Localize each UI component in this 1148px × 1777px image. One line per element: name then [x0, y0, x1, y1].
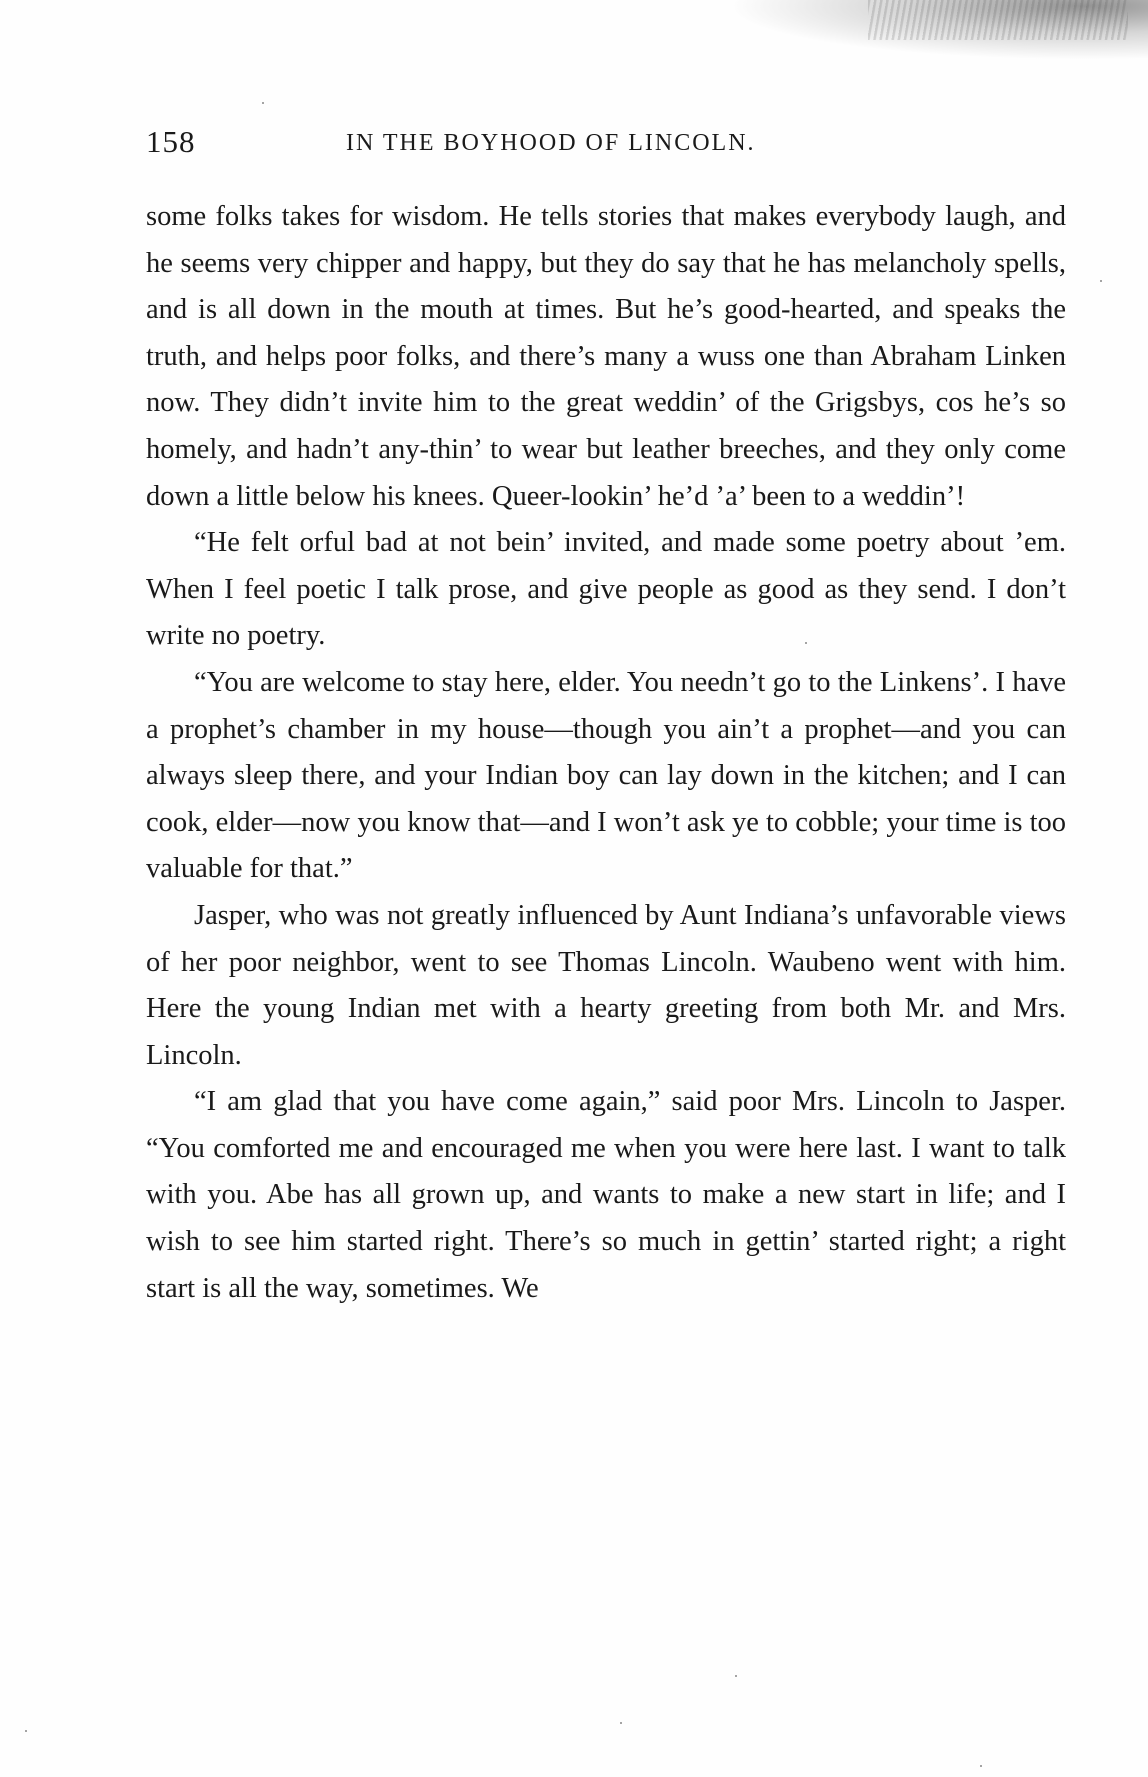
scan-speck: [980, 1765, 982, 1767]
scan-speck: [25, 1730, 27, 1732]
scan-speck: [262, 102, 264, 104]
running-head: IN THE BOYHOOD OF LINCOLN.: [346, 130, 756, 156]
scan-speck: [805, 642, 807, 644]
scan-speck: [620, 1722, 622, 1724]
body-text: [146, 194, 1066, 1312]
page-header: [146, 124, 1066, 164]
page-number: 158: [146, 124, 196, 159]
paragraph-3: “You are welcome to stay here, elder. You needn’t go to the Linkens’. I have a prophet’s chamber in my house—though you ain’t a prophet—and you can always sleep there, and your Indian boy can lay down in the kitchen; and I can cook, elder—now you know that—and I won’t ask ye to cobble; your time is too valuable for that.”: [146, 666, 1067, 885]
scan-texture: [868, 0, 1128, 40]
paragraph-1: some folks takes for wisdom. He tells stories that makes everybody laugh, and he seems very chipper and happy, but they do say that he has melancholy spells, and is all down in the mouth at times. But he’s good-hearted, and speaks the truth, and helps poor folks, and there’s many a wuss one than Abraham Linken now. They didn’t invite him to the great weddin’ of the Grigsbys, cos he’s so homely, and hadn’t any-thin’ to wear but leather breeches, and they only come down a little below his knees. Queer-lookin’ he’d ’a’ been to a weddin’!: [146, 201, 1066, 512]
paragraph-4: Jasper, who was not greatly influenced by Aunt Indiana’s unfavorable views of her poor neighbor, went to see Thomas Lincoln. Waubeno went with him. Here the young Indian met with a hearty greeting from both Mr. and Mrs. Lincoln.: [146, 899, 1066, 1071]
paragraph-2: “He felt orful bad at not bein’ invited, and made some poetry about ’em. When I feel poetic I talk prose, and give people as good as they send. I don’t write no poetry.: [146, 527, 1066, 652]
scan-speck: [1100, 280, 1102, 282]
paragraph-5: “I am glad that you have come again,” said poor Mrs. Lincoln to Jasper. “You comforted me and encouraged me when you were here last. I want to talk with you. Abe has all grown up, and wants to make a new start in life; and I wish to see him started right. There’s so much in gettin’ started right; a right start is all the way, sometimes. We: [146, 1086, 1066, 1304]
scan-speck: [735, 1675, 737, 1677]
